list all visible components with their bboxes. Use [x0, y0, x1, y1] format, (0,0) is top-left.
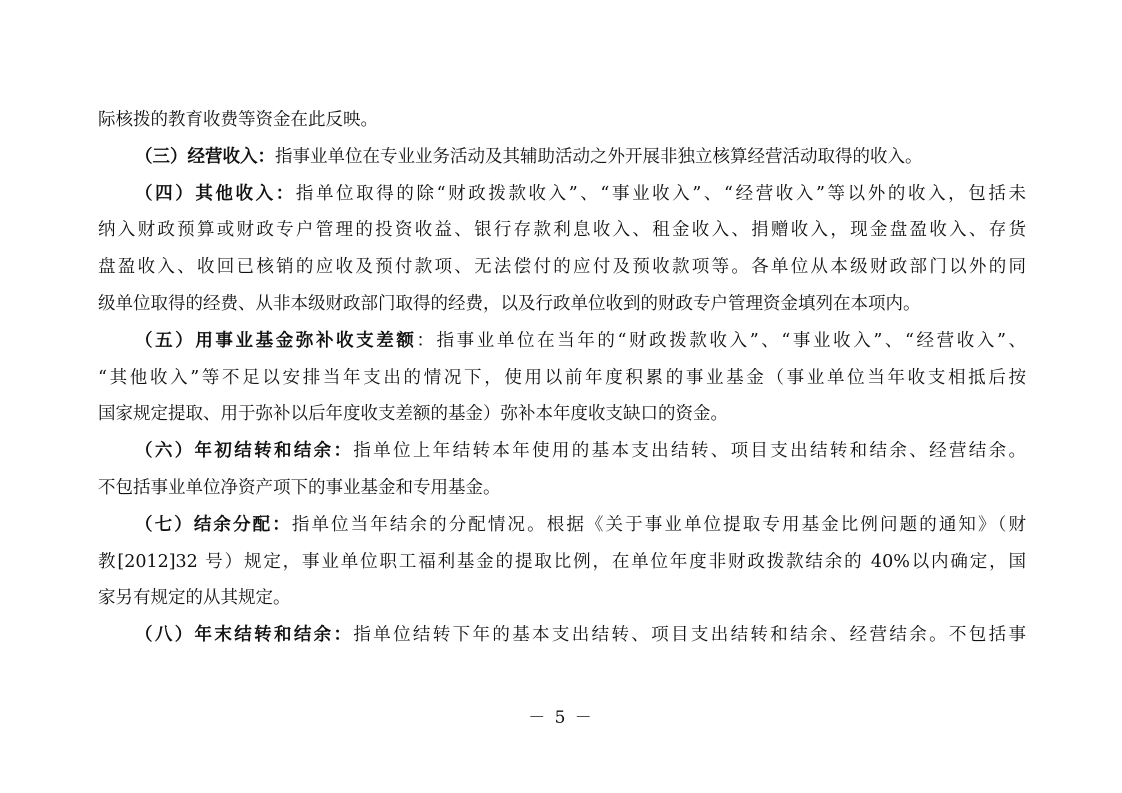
section-heading-line: （四）其他收入：指单位取得的除“财政拨款收入”、“事业收入”、“经营收入”等以外的收入，包括未	[135, 183, 1026, 204]
page-number: － 5 －	[528, 708, 594, 728]
text-line: 教[2012]32 号）规定，事业单位职工福利基金的提取比例，在单位年度非财政拨款结余的 40%以内确定，国	[98, 551, 1026, 572]
text-line: 家另有规定的从其规定。	[98, 588, 291, 609]
text-line: 纳入财政预算或财政专户管理的投资收益、银行存款利息收入、租金收入、捐赠收入，现金盘盈收入、存货	[98, 220, 1026, 241]
section-heading: （八）年末结转和结余：	[135, 625, 354, 646]
section-heading-line: （八）年末结转和结余：指单位结转下年的基本支出结转、项目支出结转和结余、经营结余。不包括事	[135, 625, 1026, 646]
section-heading-line: （六）年初结转和结余：指单位上年结转本年使用的基本支出结转、项目支出结转和结余、经营结余。	[135, 441, 1026, 462]
section-heading: （六）年初结转和结余：	[135, 441, 354, 462]
text-line: 盘盈收入、收回已核销的应收及预付款项、无法偿付的应付及预收款项等。各单位从本级财政部门以外的同	[98, 257, 1026, 278]
section-heading: （七）结余分配：	[135, 514, 292, 535]
text-line: “其他收入”等不足以安排当年支出的情况下，使用以前年度积累的事业基金（事业单位当年收支相抵后按	[98, 367, 1026, 388]
section-heading: （四）其他收入：	[135, 183, 296, 204]
text-line: 国家规定提取、用于弥补以后年度收支差额的基金）弥补本年度收支缺口的资金。	[98, 404, 728, 425]
section-heading-line: （五）用事业基金弥补收支差额：指事业单位在当年的“财政拨款收入”、“事业收入”、“经营收入”、	[135, 330, 1026, 351]
text-line: 际核拨的教育收费等资金在此反映。	[98, 110, 378, 130]
text-line: 不包括事业单位净资产项下的事业基金和专用基金。	[98, 477, 501, 498]
section-heading: （三）经营收入：	[135, 146, 275, 167]
body-text	[98, 102, 1026, 654]
section-heading-line: （七）结余分配：指单位当年结余的分配情况。根据《关于事业单位提取专用基金比例问题的通知》（财	[135, 514, 1026, 535]
section-heading-line: （三）经营收入：指事业单位在专业业务活动及其辅助活动之外开展非独立核算经营活动取得的收入。	[135, 146, 923, 167]
text-line: 级单位取得的经费、从非本级财政部门取得的经费，以及行政单位收到的财政专户管理资金填列在本项内。	[98, 293, 921, 314]
section-heading: （五）用事业基金弥补收支差额	[135, 330, 417, 351]
